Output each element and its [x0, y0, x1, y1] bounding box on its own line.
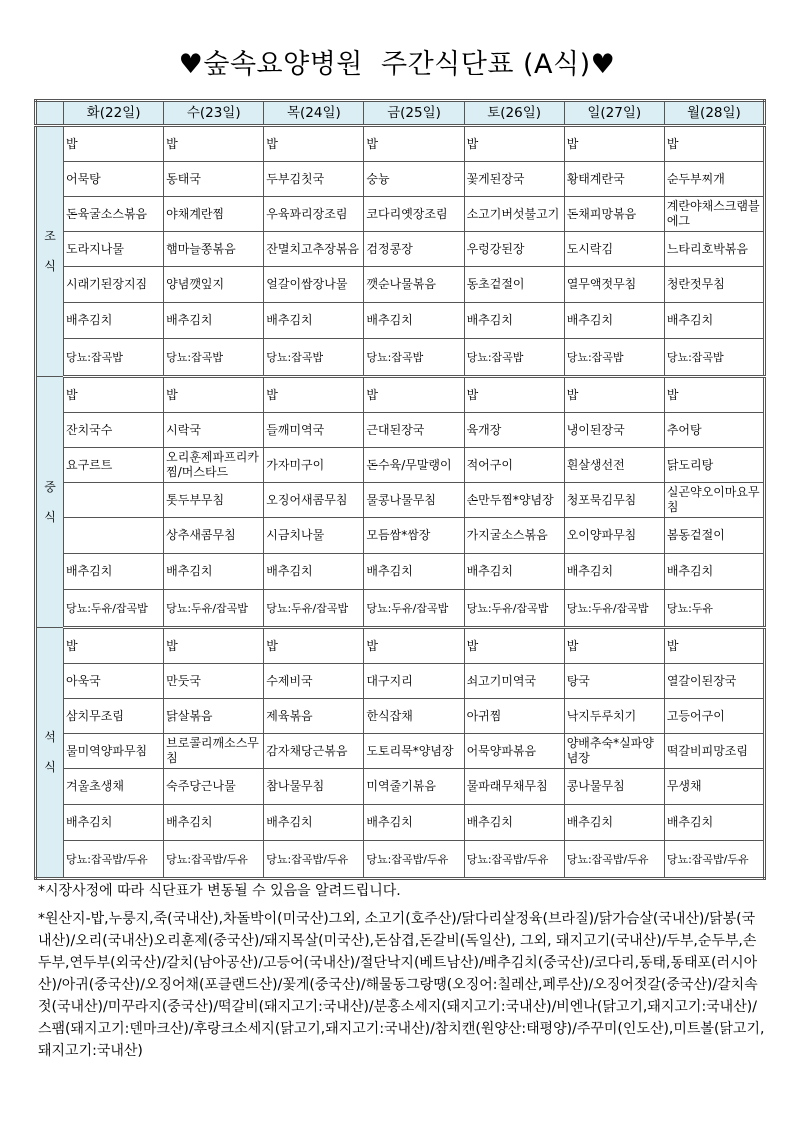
menu-cell: 돈육굴소스볶음: [64, 197, 164, 232]
day-header-row: [36, 101, 765, 126]
menu-cell: 물파래무채무침: [464, 769, 564, 805]
menu-cell: 당뇨:잡곡밥/두유: [264, 841, 364, 879]
menu-cell: 밥: [664, 126, 764, 162]
menu-cell: 상추새콤무침: [164, 518, 264, 554]
menu-cell: 만둣국: [164, 664, 264, 699]
day-header: 금(25일): [364, 101, 464, 126]
menu-row: [36, 841, 765, 879]
menu-row: [36, 162, 765, 197]
menu-row: [36, 377, 765, 413]
menu-cell: 코다리옛장조림: [364, 197, 464, 232]
menu-row: [36, 267, 765, 303]
menu-cell: 양념깻잎지: [164, 267, 264, 303]
menu-cell: 배추김치: [64, 805, 164, 841]
menu-cell: 배추김치: [264, 554, 364, 590]
menu-cell: 밥: [664, 628, 764, 664]
menu-cell: 검정콩장: [364, 232, 464, 267]
menu-cell: 탕국: [564, 664, 664, 699]
menu-cell: 황태계란국: [564, 162, 664, 197]
menu-cell: 햄마늘쫑볶음: [164, 232, 264, 267]
menu-cell: 열갈이된장국: [664, 664, 764, 699]
menu-cell: 당뇨:잡곡밥/두유: [464, 841, 564, 879]
menu-cell: 깻순나물볶음: [364, 267, 464, 303]
menu-cell: 당뇨:잡곡밥: [664, 339, 764, 377]
menu-cell: 당뇨:잡곡밥: [64, 339, 164, 377]
menu-cell: 밥: [664, 377, 764, 413]
origin-text: *원산지-밥,누룽지,죽(국내산),차돌박이(미국산)그외, 소고기(호주산)/닭다리살정육(브라질)/닭가슴살(국내산)/닭봉(국내산)/오리(국내산)오리훈제(중국산)/돼지목살(미국산),돈삼겹,돈갈비(독일산), 그외, 돼지고기(국내산)/두부,순두부,손두부,연두부(외국산)/갈치(남아공산)/고등어(국내산)/절단낙지(베트남산)/배추김치(중국산)/코다리,동태,동태포(러시아산)/아귀(중국산)/오징어채(포클랜드산)/꽃게(중국산)/해물동그랑땡(오징어:칠레산,페루산)/오징어젓갈(중국산)/갈치속젓(국내산)/미꾸라지(중국산)/떡갈비(돼지고기:국내산)/분홍소세지(돼지고기:국내산)/비엔나(닭고기,돼지고기:국내산)/스팸(돼지고기:덴마크산)/후랑크소세지(닭고기,돼지고기:국내산)/참치캔(원양산:태평양)/주꾸미(인도산),미트볼(닭고기,돼지고기:국내산): [38, 911, 765, 1059]
menu-cell: 밥: [364, 377, 464, 413]
menu-cell: 당뇨:잡곡밥: [264, 339, 364, 377]
menu-cell: 수제비국: [264, 664, 364, 699]
menu-cell: 밥: [364, 126, 464, 162]
menu-cell: 밥: [164, 377, 264, 413]
menu-cell: 숙주당근나물: [164, 769, 264, 805]
menu-cell: [64, 483, 164, 518]
menu-row: [36, 590, 765, 628]
menu-cell: 배추김치: [164, 554, 264, 590]
notice-text: *시장사정에 따라 식단표가 변동될 수 있음을 알려드립니다.: [38, 883, 401, 899]
menu-cell: 아욱국: [64, 664, 164, 699]
menu-cell: 당뇨:잡곡밥/두유: [664, 841, 764, 879]
menu-cell: 배추김치: [364, 805, 464, 841]
menu-cell: 돈수육/무말랭이: [364, 448, 464, 483]
menu-cell: 밥: [464, 126, 564, 162]
menu-cell: 참나물무침: [264, 769, 364, 805]
menu-cell: 밥: [64, 377, 164, 413]
menu-cell: 순두부찌개: [664, 162, 764, 197]
menu-cell: 밥: [64, 126, 164, 162]
day-header: 월(28일): [664, 101, 764, 126]
menu-cell: 흰살생선전: [564, 448, 664, 483]
menu-cell: 들깨미역국: [264, 413, 364, 448]
menu-cell: 밥: [264, 126, 364, 162]
meal-label: 조 식: [36, 126, 64, 377]
menu-row: [36, 769, 765, 805]
menu-cell: 겨울초생채: [64, 769, 164, 805]
menu-cell: 봄동겉절이: [664, 518, 764, 554]
menu-row: [36, 197, 765, 232]
menu-cell: 배추김치: [264, 303, 364, 339]
menu-cell: 배추김치: [564, 554, 664, 590]
menu-cell: 배추김치: [464, 303, 564, 339]
menu-cell: 배추김치: [164, 303, 264, 339]
menu-cell: 요구르트: [64, 448, 164, 483]
menu-cell: 당뇨:두유/잡곡밥: [464, 590, 564, 628]
menu-cell: 도라지나물: [64, 232, 164, 267]
menu-cell: 두부김칫국: [264, 162, 364, 197]
menu-cell: 오리훈제파프리카찜/머스타드: [164, 448, 264, 483]
menu-row: [36, 413, 765, 448]
menu-cell: 도토리묵*양념장: [364, 734, 464, 769]
menu-cell: 당뇨:두유/잡곡밥: [164, 590, 264, 628]
menu-cell: 당뇨:두유/잡곡밥: [564, 590, 664, 628]
menu-cell: 밥: [464, 377, 564, 413]
menu-cell: 아귀찜: [464, 699, 564, 734]
menu-row: [36, 518, 765, 554]
menu-cell: 소고기버섯불고기: [464, 197, 564, 232]
menu-cell: 배추김치: [164, 805, 264, 841]
menu-cell: 배추김치: [364, 554, 464, 590]
menu-cell: 배추김치: [564, 805, 664, 841]
menu-cell: 어묵양파볶음: [464, 734, 564, 769]
meal-label: 중 식: [36, 377, 64, 628]
menu-cell: 당뇨:두유: [664, 590, 764, 628]
menu-cell: 열무액젓무침: [564, 267, 664, 303]
menu-row: [36, 664, 765, 699]
menu-cell: 밥: [464, 628, 564, 664]
menu-row: [36, 303, 765, 339]
menu-cell: 밥: [564, 377, 664, 413]
menu-cell: 우육꽈리장조림: [264, 197, 364, 232]
menu-row: [36, 126, 765, 162]
menu-cell: 잔치국수: [64, 413, 164, 448]
menu-cell: 배추김치: [664, 805, 764, 841]
menu-cell: 배추김치: [364, 303, 464, 339]
day-header: 화(22일): [64, 101, 164, 126]
menu-cell: 낙지두루치기: [564, 699, 664, 734]
menu-cell: 닭살볶음: [164, 699, 264, 734]
menu-row: [36, 554, 765, 590]
day-header: 수(23일): [164, 101, 264, 126]
menu-row: [36, 628, 765, 664]
menu-cell: 당뇨:잡곡밥/두유: [64, 841, 164, 879]
menu-cell: 배추김치: [464, 805, 564, 841]
menu-cell: 계란야채스크램블에그: [664, 197, 764, 232]
menu-cell: 밥: [164, 628, 264, 664]
menu-cell: 숭늉: [364, 162, 464, 197]
page-title: ♥숲속요양병원 주간식단표 (A식)♥: [178, 49, 616, 80]
menu-cell: 떡갈비피망조림: [664, 734, 764, 769]
menu-cell: 시금치나물: [264, 518, 364, 554]
menu-cell: [64, 518, 164, 554]
menu-cell: 당뇨:잡곡밥: [564, 339, 664, 377]
menu-cell: 당뇨:잡곡밥: [364, 339, 464, 377]
menu-cell: 배추김치: [664, 554, 764, 590]
menu-cell: 닭도리탕: [664, 448, 764, 483]
menu-cell: 대구지리: [364, 664, 464, 699]
menu-row: [36, 699, 765, 734]
menu-cell: 당뇨:두유/잡곡밥: [64, 590, 164, 628]
menu-cell: 얼갈이쌈장나물: [264, 267, 364, 303]
menu-cell: 육개장: [464, 413, 564, 448]
menu-cell: 물콩나물무침: [364, 483, 464, 518]
menu-cell: 오징어새콤무침: [264, 483, 364, 518]
menu-cell: 무생채: [664, 769, 764, 805]
menu-cell: 양배추숙*실파양념장: [564, 734, 664, 769]
menu-cell: 청포묵김무침: [564, 483, 664, 518]
menu-row: [36, 339, 765, 377]
menu-cell: 밥: [64, 628, 164, 664]
menu-cell: 밥: [564, 628, 664, 664]
menu-cell: 당뇨:잡곡밥/두유: [364, 841, 464, 879]
menu-cell: 브로콜리깨소스무침: [164, 734, 264, 769]
menu-cell: 청란젓무침: [664, 267, 764, 303]
menu-cell: 톳두부무침: [164, 483, 264, 518]
menu-cell: 느타리호박볶음: [664, 232, 764, 267]
menu-cell: 밥: [264, 628, 364, 664]
menu-cell: 배추김치: [664, 303, 764, 339]
meal-label: 석 식: [36, 628, 64, 879]
menu-cell: 제육볶음: [264, 699, 364, 734]
menu-cell: 실곤약오이마요무침: [664, 483, 764, 518]
menu-cell: 배추김치: [64, 303, 164, 339]
menu-row: [36, 232, 765, 267]
menu-cell: 당뇨:잡곡밥/두유: [564, 841, 664, 879]
menu-cell: 배추김치: [464, 554, 564, 590]
menu-cell: 근대된장국: [364, 413, 464, 448]
menu-cell: 오이양파무침: [564, 518, 664, 554]
menu-row: [36, 448, 765, 483]
menu-cell: 어묵탕: [64, 162, 164, 197]
menu-cell: 도시락김: [564, 232, 664, 267]
day-header: 일(27일): [564, 101, 664, 126]
menu-cell: 적어구이: [464, 448, 564, 483]
weekly-menu-table: [34, 99, 766, 880]
notes: [38, 880, 768, 1068]
menu-cell: 감자채당근볶음: [264, 734, 364, 769]
menu-cell: 당뇨:두유/잡곡밥: [364, 590, 464, 628]
menu-cell: 당뇨:잡곡밥: [464, 339, 564, 377]
menu-cell: 배추김치: [264, 805, 364, 841]
menu-cell: 가지굴소스볶음: [464, 518, 564, 554]
menu-cell: 시락국: [164, 413, 264, 448]
menu-cell: 가자미구이: [264, 448, 364, 483]
menu-row: [36, 483, 765, 518]
menu-cell: 추어탕: [664, 413, 764, 448]
menu-row: [36, 805, 765, 841]
menu-body: [36, 126, 765, 879]
menu-cell: 당뇨:두유/잡곡밥: [264, 590, 364, 628]
menu-cell: 배추김치: [64, 554, 164, 590]
menu-cell: 모듬쌈*쌈장: [364, 518, 464, 554]
menu-cell: 밥: [364, 628, 464, 664]
menu-cell: 동초겉절이: [464, 267, 564, 303]
menu-cell: 냉이된장국: [564, 413, 664, 448]
menu-cell: 콩나물무침: [564, 769, 664, 805]
menu-cell: 밥: [164, 126, 264, 162]
menu-cell: 밥: [564, 126, 664, 162]
corner-cell: [36, 101, 64, 126]
menu-cell: 우렁강된장: [464, 232, 564, 267]
menu-cell: 배추김치: [564, 303, 664, 339]
menu-cell: 밥: [264, 377, 364, 413]
menu-cell: 꽃게된장국: [464, 162, 564, 197]
menu-cell: 야채계란찜: [164, 197, 264, 232]
menu-cell: 손만두찜*양념장: [464, 483, 564, 518]
menu-cell: 물미역양파무침: [64, 734, 164, 769]
menu-cell: 시래기된장지짐: [64, 267, 164, 303]
menu-cell: 동태국: [164, 162, 264, 197]
menu-cell: 한식잡채: [364, 699, 464, 734]
menu-cell: 돈채피망볶음: [564, 197, 664, 232]
menu-cell: 쇠고기미역국: [464, 664, 564, 699]
menu-cell: 당뇨:잡곡밥: [164, 339, 264, 377]
day-header: 목(24일): [264, 101, 364, 126]
menu-cell: 잔멸치고추장볶음: [264, 232, 364, 267]
day-header: 토(26일): [464, 101, 564, 126]
menu-row: [36, 734, 765, 769]
menu-cell: 미역줄기볶음: [364, 769, 464, 805]
menu-cell: 당뇨:잡곡밥/두유: [164, 841, 264, 879]
menu-cell: 삼치무조림: [64, 699, 164, 734]
menu-cell: 고등어구이: [664, 699, 764, 734]
